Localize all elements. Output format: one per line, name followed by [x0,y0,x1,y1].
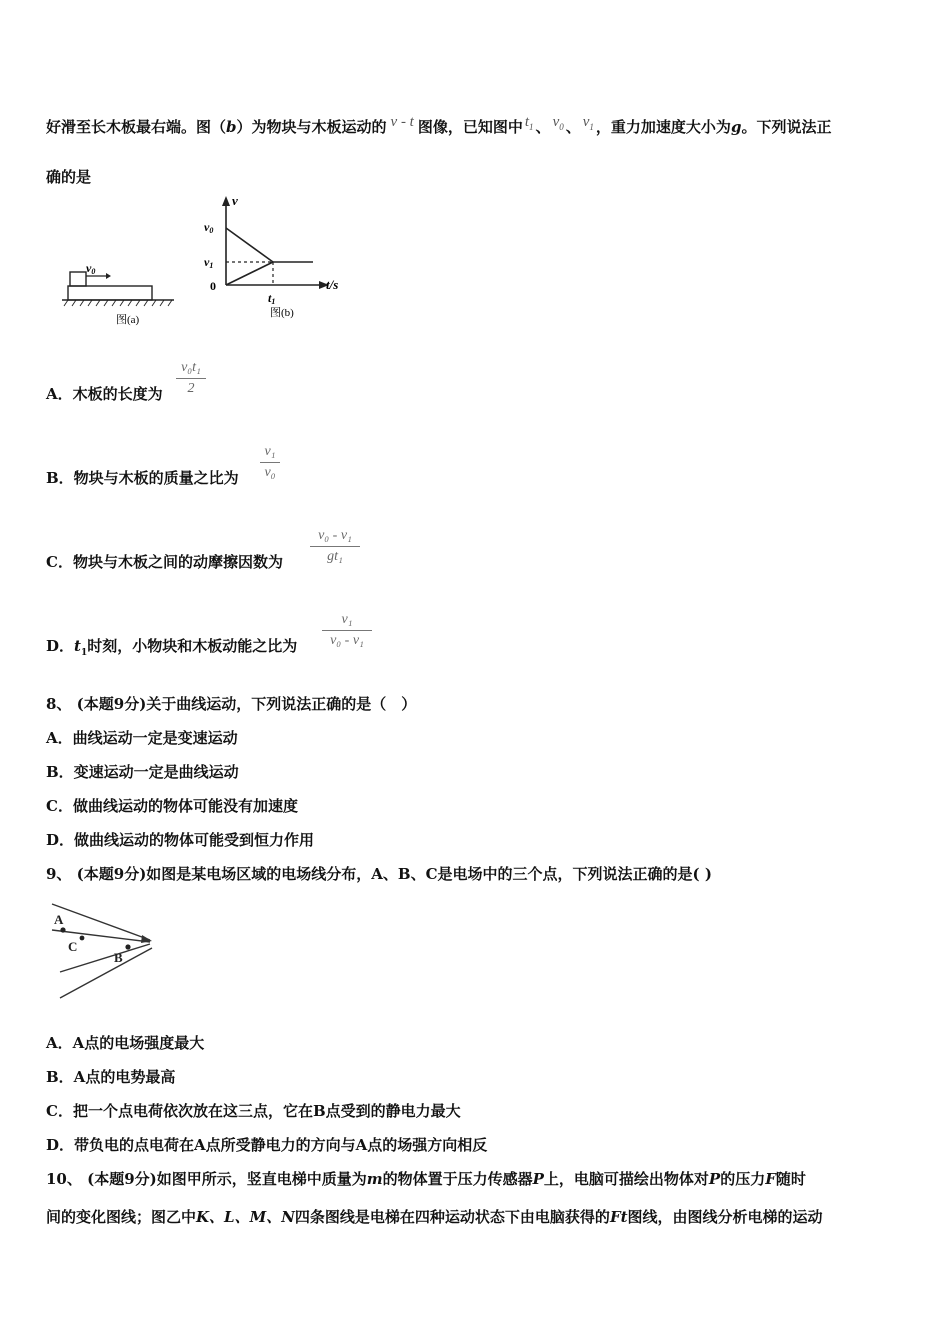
q8-option-d[interactable]: D．做曲线运动的物体可能受到恒力作用 [46,831,315,849]
q10-stem-line-1: 10、 (本题9分)如图甲所示，竖直电梯中质量为m的物体置于压力传感器P上，电脑可描绘出物体对P的压力F随时 [46,1170,806,1188]
q7-option-a-fraction: v₀t₁ 2 [176,360,206,397]
vt-symbol: v - t [390,114,414,130]
fig-b-origin: 0 [210,279,216,293]
q8-option-b[interactable]: B．变速运动一定是曲线运动 [46,763,239,781]
q8-stem: 8、 (本题9分)关于曲线运动，下列说法正确的是（ ） [46,695,417,713]
q7-option-b[interactable]: B．物块与木板的质量之比为 [46,469,239,487]
field-point-c-label: C [68,939,78,954]
q9-option-b[interactable]: B．A点的电势最高 [46,1068,176,1086]
figure-a-board [62,256,182,328]
q7-option-d[interactable]: D．$t_1$时刻，小物块和木板动能之比为 [46,637,298,658]
v0-symbol: $v_0$ [552,114,564,132]
q10-stem-line-2: 间的变化图线；图乙中K、L、M、N四条图线是电梯在四种运动状态下由电脑获得的Ft图线，由图线分析电梯的运动 [46,1208,823,1226]
q7-intro-line-2: 确的是 [46,168,92,186]
fig-b-t-axis: t/s [326,277,339,292]
q8-option-c[interactable]: C．做曲线运动的物体可能没有加速度 [46,797,298,815]
q7-option-c-fraction: v₀ - v₁ gt₁ [310,528,360,565]
fig-b-v-axis: v [232,193,238,208]
q7-option-d-fraction: v₁ v₀ - v₁ [322,612,372,649]
q7-option-b-fraction: v₁ v₀ [260,444,280,481]
fig-b-v1: v1 [204,255,214,270]
field-point-b-label: B [114,950,123,965]
q9-option-d[interactable]: D．带负电的点电荷在A点所受静电力的方向与A点的场强方向相反 [46,1136,488,1154]
fig-a-caption: 图(a) [116,314,140,326]
q9-option-a[interactable]: A．A点的电场强度最大 [46,1034,205,1052]
v1-symbol: $v_1$ [582,114,594,132]
figure-electric-field-lines [46,896,166,1004]
fig-b-caption: 图(b) [270,307,294,319]
fig-b-v0: v0 [204,220,214,235]
q9-option-c[interactable]: C．把一个点电荷依次放在这三点，它在B点受到的静电力最大 [46,1102,461,1120]
fig-b-t1: t1 [268,291,276,306]
t1-symbol: $t_1$ [524,114,534,132]
fig-a-v0-label: v0 [86,261,96,276]
q7-intro-line: 好滑至长木板最右端。图（b）为物块与木板运动的 v - t 图像，已知图中 $t_1$ 、 $v_0$ 、 $v_1$ ，重力加速度大小为g。下列说法正 [46,114,832,136]
figure-b-vt-graph [198,192,358,322]
q7-option-c[interactable]: C．物块与木板之间的动摩擦因数为 [46,553,283,571]
q9-stem: 9、 (本题9分)如图是某电场区域的电场线分布，A、B、C是电场中的三个点，下列说法正确的是( ) [46,865,712,883]
q7-option-a[interactable]: A．木板的长度为 [46,385,163,403]
q8-option-a[interactable]: A．曲线运动一定是变速运动 [46,729,238,747]
field-point-a-label: A [54,912,64,927]
